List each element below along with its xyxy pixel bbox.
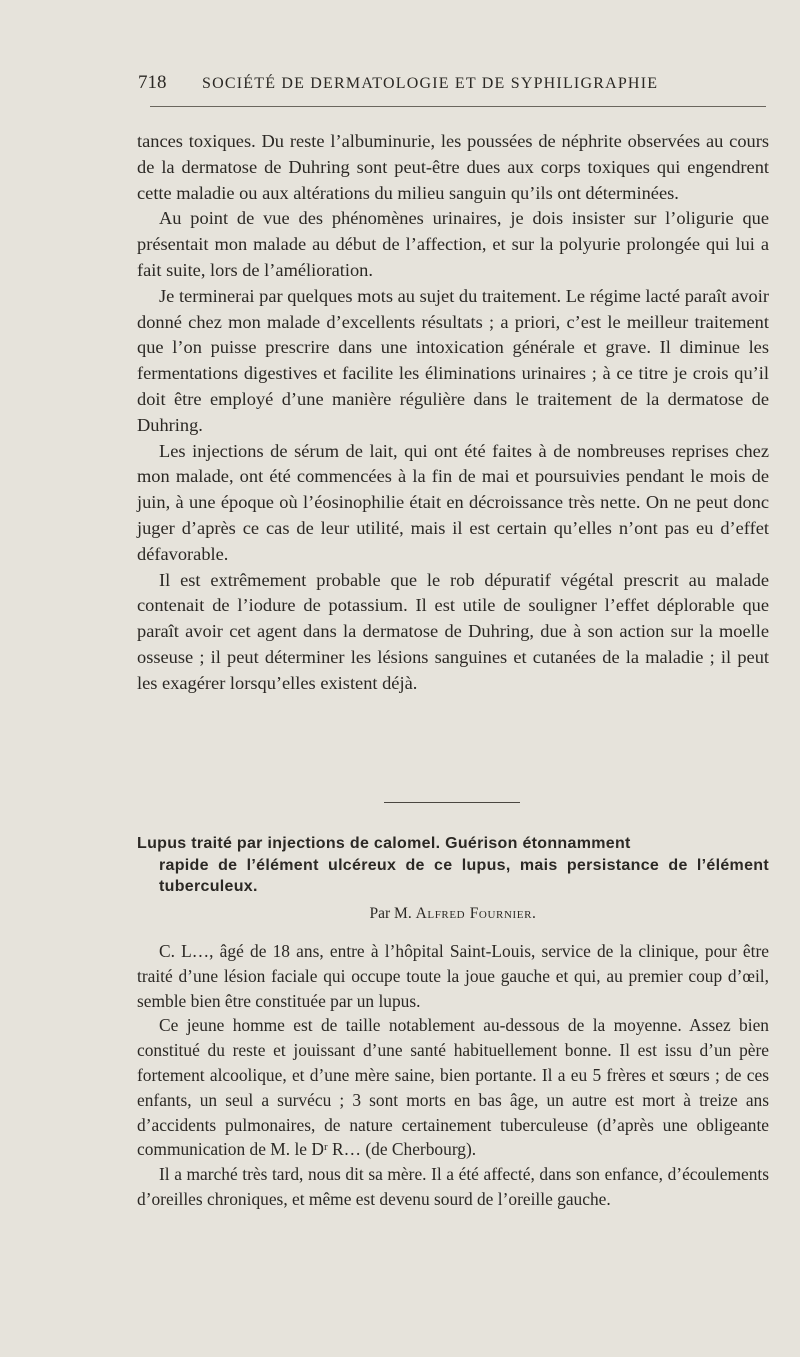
paragraph: C. L…, âgé de 18 ans, entre à l’hôpital Saint-Louis, service de la clinique, pour être traité d’une lésion faciale qui occupe toute la joue gauche et qui, au premier coup d’œil, semble bien être constituée par un lupus.: [137, 941, 769, 1011]
continued-text: [137, 129, 769, 697]
header-rule: [150, 106, 766, 107]
article-title: [137, 833, 769, 898]
byline-prefix: Par M.: [369, 905, 412, 922]
article-title-line: Lupus traité par injections de calomel. Guérison étonnamment: [137, 835, 631, 852]
paragraph: Je terminerai par quelques mots au sujet du traitement. Le régime lacté paraît avoir donné chez mon malade d’excellents résultats ; a priori, c’est le meilleur traitement que l’on puisse prescrire dans une intoxication générale et grave. Il diminue les fermentations digestives et facilite les éliminations urinaires ; à ce titre je crois qu’il doit être employé d’une manière régulière dans le traitement de la dermatose de Duhring.: [137, 285, 769, 435]
paragraph: Les injections de sérum de lait, qui ont été faites à de nombreuses reprises chez mon malade, ont été commencées à la fin de mai et poursuivies pendant le mois de juin, à une époque où l’éosinophilie était en décroissance très nette. On ne peut donc juger d’après ce cas de leur utilité, mais il est certain qu’elles n’ont pas eu d’effet défavorable.: [137, 440, 769, 564]
paragraph: Il est extrêmement probable que le rob dépuratif végétal prescrit au malade contenait de l’iodure de potassium. Il est utile de souligner l’effet déplorable que paraît avoir cet agent dans la dermatose de Duhring, due à son action sur la moelle osseuse ; il peut déterminer les lésions sanguines et cutanées de la maladie ; il peut les exagérer lorsqu’elles existent déjà.: [137, 569, 769, 693]
byline: [137, 905, 769, 923]
section-divider: [384, 802, 520, 803]
byline-author: Alfred Fournier.: [415, 905, 537, 922]
article-body: [137, 939, 769, 1212]
page-number: 718: [138, 72, 167, 93]
journal-title: SOCIÉTÉ DE DERMATOLOGIE ET DE SYPHILIGRAPHIE: [202, 75, 659, 92]
paragraph: Il a marché très tard, nous dit sa mère. Il a été affecté, dans son enfance, d’écoulements d’oreilles chroniques, et même est devenu sourd de l’oreille gauche.: [137, 1164, 769, 1209]
paragraph: tances toxiques. Du reste l’albuminurie, les poussées de néphrite observées au cours de la dermatose de Duhring sont peut-être dues aux corps toxiques qui engendrent cette maladie ou aux altérations du milieu sanguin qu’ils ont déterminées.: [137, 131, 769, 203]
article-title-line: rapide de l’élément ulcéreux de ce lupus, mais persistance de l’élément tuberculeux.: [159, 856, 769, 895]
paragraph: Ce jeune homme est de taille notablement au-dessous de la moyenne. Assez bien constitué du reste et jouissant d’une santé habituellement bonne. Il est issu d’un père fortement alcoolique, et d’une mère saine, bien portante. Il a eu 5 frères et sœurs ; de ces enfants, un seul a survécu ; 3 sont morts en bas âge, un autre est mort à treize ans d’accidents pulmonaires, de nature certainement tuberculeuse (d’après une obligeante communication de M. le Dʳ R… (de Cherbourg).: [137, 1015, 769, 1160]
running-head: [138, 72, 770, 98]
paragraph: Au point de vue des phénomènes urinaires, je dois insister sur l’oligurie que présentait mon malade au début de l’affection, et sur la polyurie prolongée qui lui a fait suite, lors de l’amélioration.: [137, 208, 769, 280]
